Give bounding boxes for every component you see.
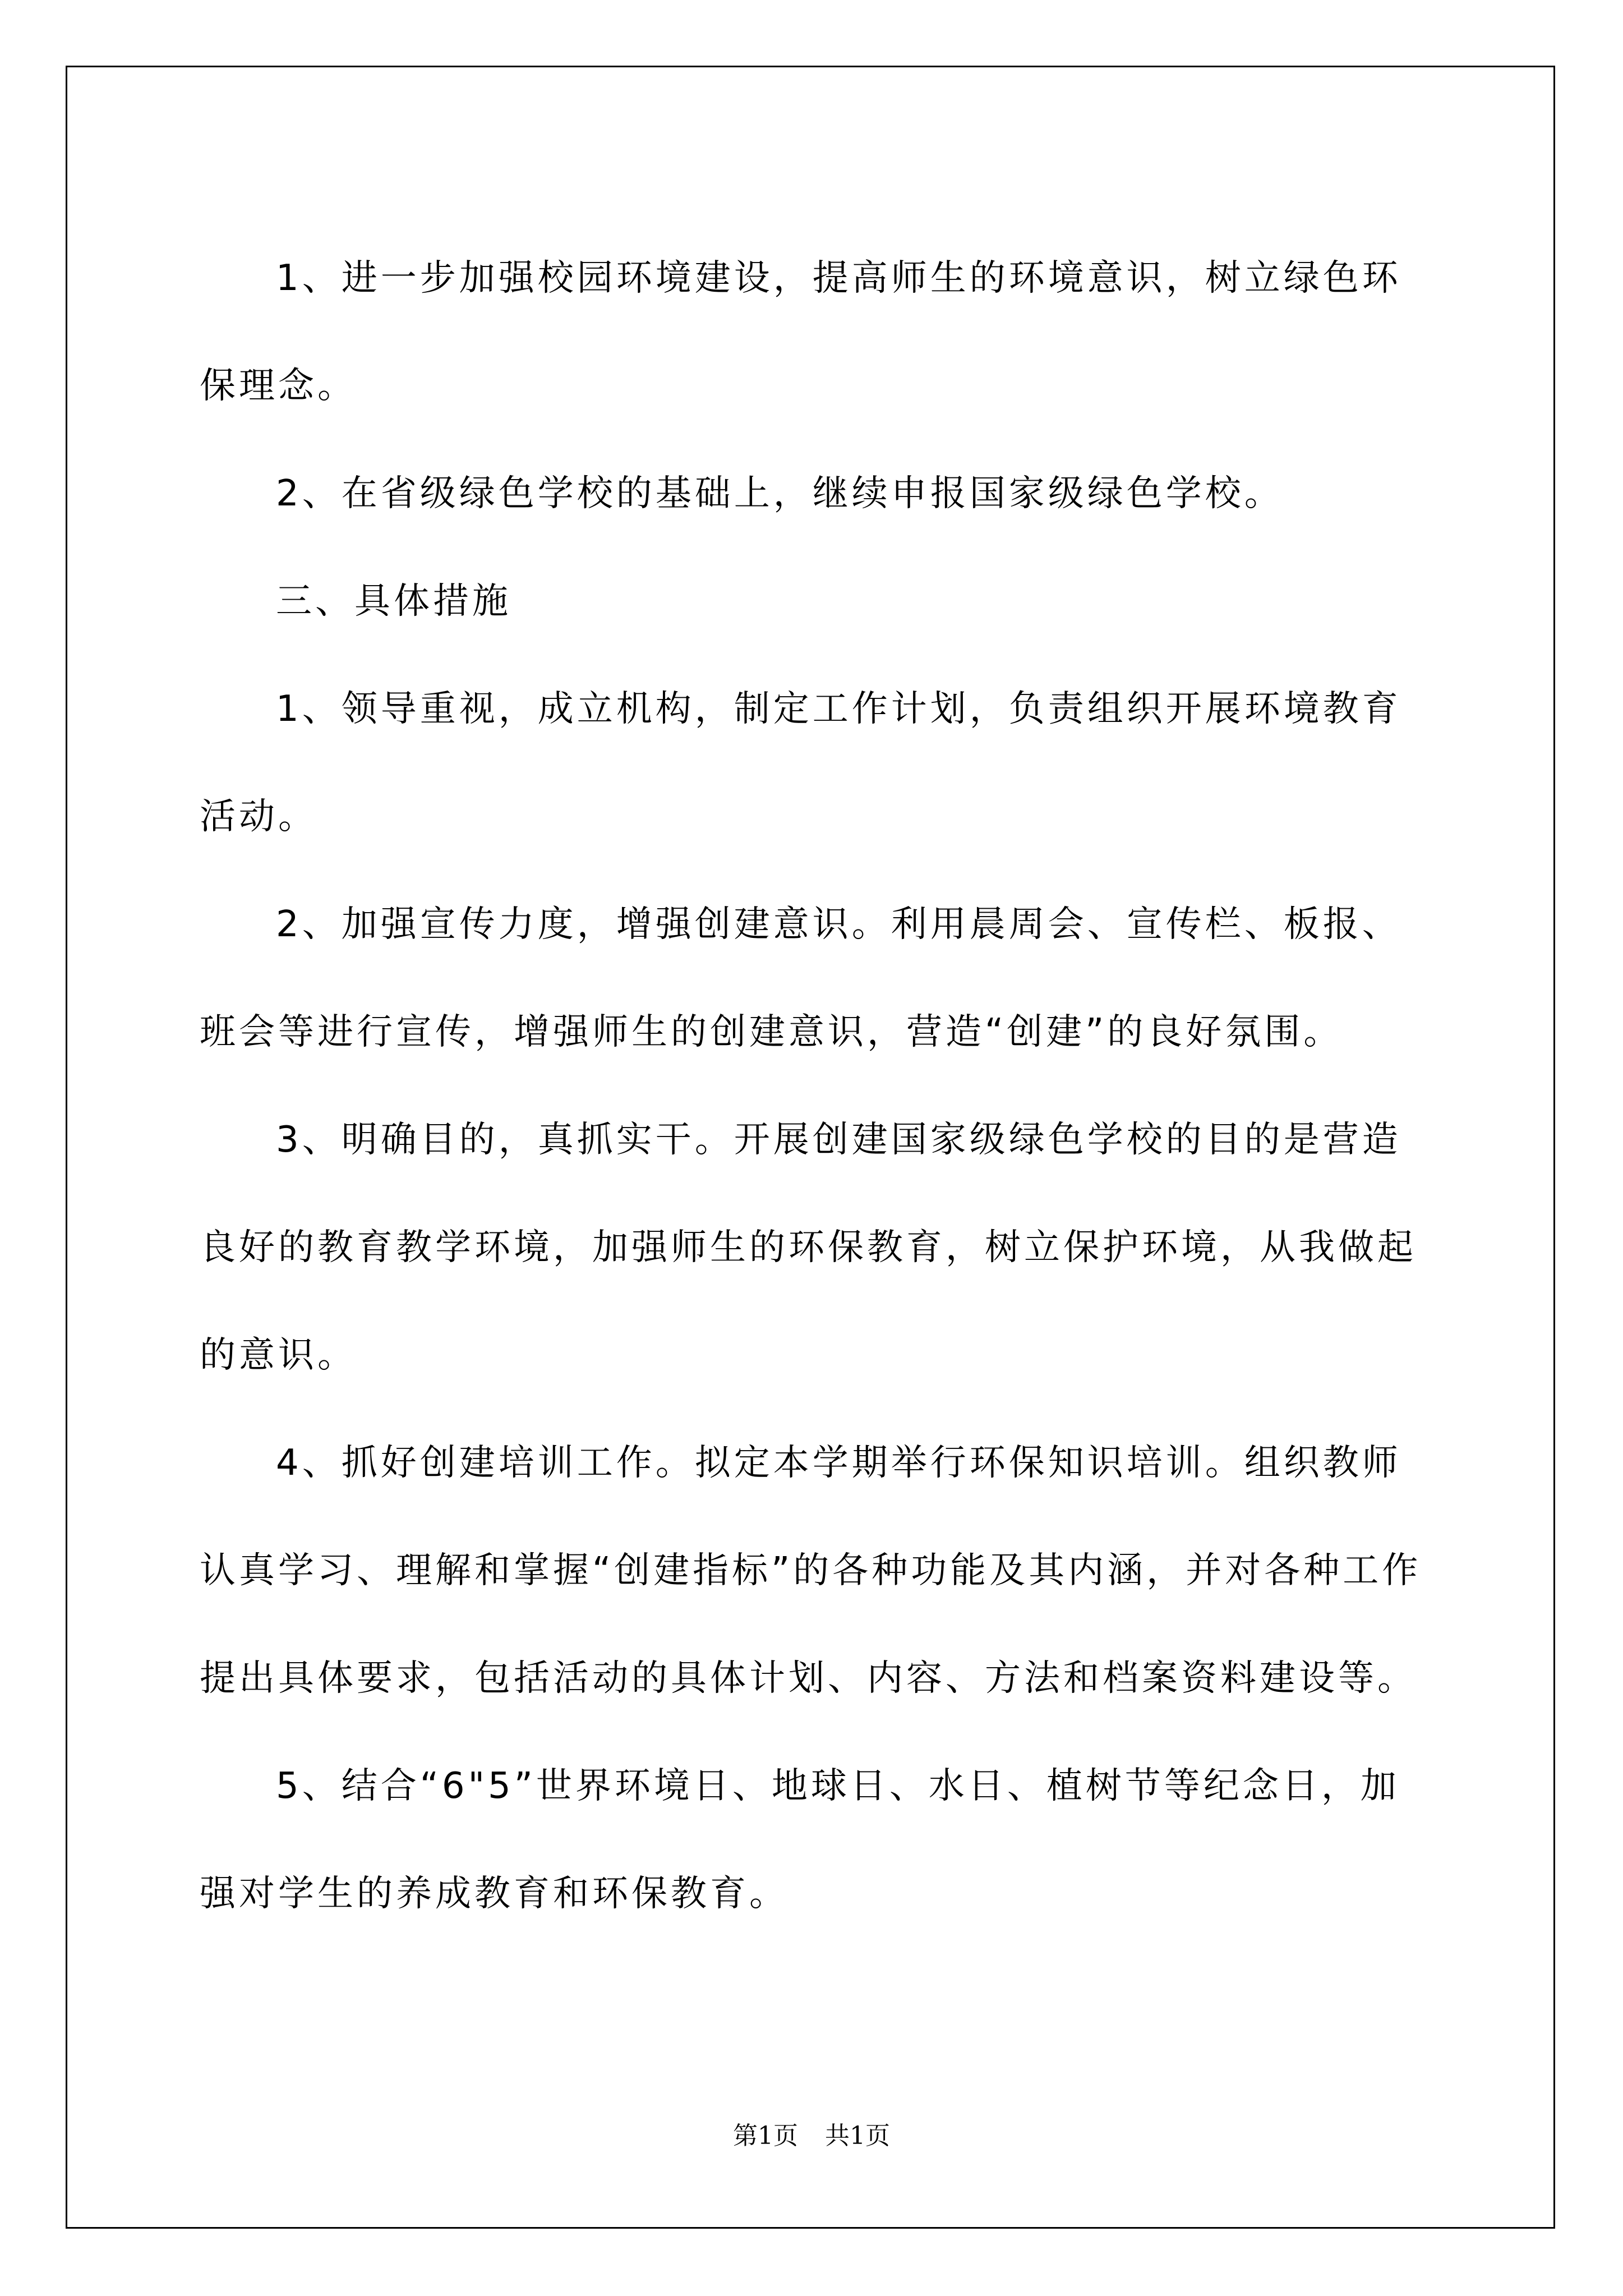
paragraph-measure-4: 4、抓好创建培训工作。拟定本学期举行环保知识培训。组织教师认真学习、理解和掌握“创建指标”的各种功能及其内涵，并对各种工作提出具体要求，包括活动的具体计划、内容、方法和档案资料建设等。 — [200, 1442, 1422, 1699]
paragraph-goal-1: 1、进一步加强校园环境建设，提高师生的环境意识，树立绿色环保理念。 — [200, 257, 1401, 407]
paragraph-measure-5: 5、结合“6"5”世界环境日、地球日、水日、植树节等纪念日，加强对学生的养成教育和环保教育。 — [200, 1765, 1400, 1915]
page-total: 共1页 — [825, 2122, 890, 2150]
paragraph-measure-3: 3、明确目的，真抓实干。开展创建国家级绿色学校的目的是营造良好的教育教学环境，加强师生的环保教育，树立保护环境，从我做起的意识。 — [200, 1119, 1417, 1376]
document-body — [200, 224, 1422, 1948]
page-number: 第1页 — [733, 2122, 798, 2150]
section-heading-measures: 三、具体措施 — [276, 581, 511, 622]
paragraph-measure-1: 1、领导重视，成立机构，制定工作计划，负责组织开展环境教育活动。 — [200, 688, 1401, 838]
page-footer — [0, 2119, 1623, 2153]
paragraph-measure-2: 2、加强宣传力度，增强创建意识。利用晨周会、宣传栏、板报、班会等进行宣传，增强师生的创建意识，营造“创建”的良好氛围。 — [200, 904, 1401, 1053]
paragraph-goal-2: 2、在省级绿色学校的基础上，继续申报国家级绿色学校。 — [276, 473, 1284, 514]
